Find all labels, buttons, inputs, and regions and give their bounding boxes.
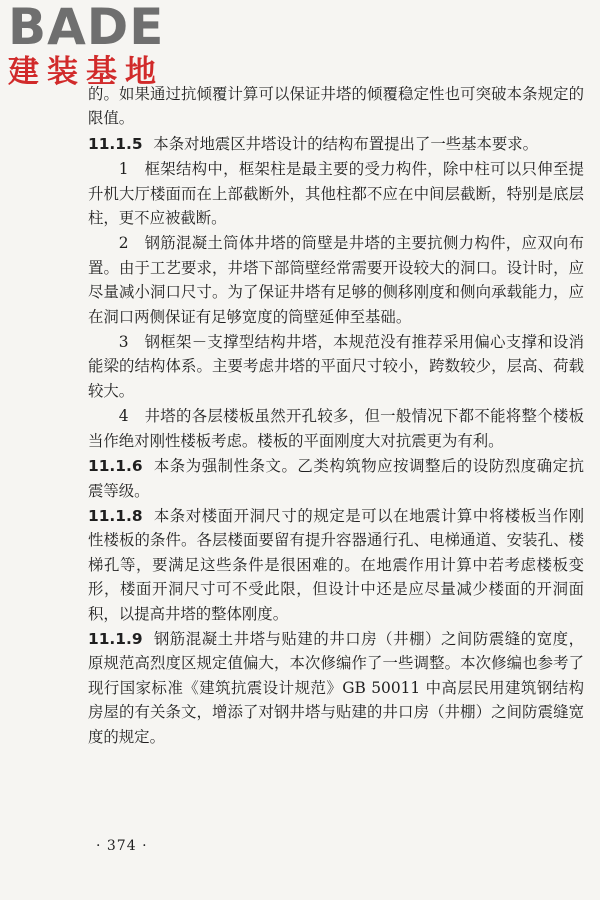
item-1 bbox=[88, 157, 584, 230]
paragraph-text: 的。如果通过抗倾覆计算可以保证井塔的倾覆稳定性也可突破本条规定的限值。 bbox=[88, 85, 584, 128]
paragraph-text: 本条对地震区井塔设计的结构布置提出了一些基本要求。 bbox=[153, 134, 539, 153]
paragraph-continuation bbox=[88, 82, 584, 131]
clause-number: 11.1.9 bbox=[88, 629, 143, 648]
paragraph-text: 本条为强制性条文。乙类构筑物应按调整后的设防烈度确定抗震等级。 bbox=[88, 457, 584, 500]
page-number: · 374 · bbox=[96, 838, 148, 854]
paragraph-text: 3 钢框架－支撑型结构井塔，本规范没有推荐采用偏心支撑和设消能梁的结构体系。主要考虑井塔的平面尺寸较小，跨数较少，层高、荷载较大。 bbox=[88, 333, 584, 400]
item-3 bbox=[88, 330, 584, 403]
clause-11-1-9 bbox=[88, 627, 584, 749]
item-2 bbox=[88, 231, 584, 329]
paragraph-text: 钢筋混凝土井塔与贴建的井口房（井棚）之间防震缝的宽度，原规范高烈度区规定值偏大，本次修编作了一些调整。本次修编也参考了现行国家标准《建筑抗震设计规范》GB 50011 中高层民用建筑钢结构房屋的有关条文，增添了对钢井塔与贴建的井口房（井棚）之间防震缝宽度的规定。 bbox=[88, 629, 584, 746]
clause-11-1-8 bbox=[88, 504, 584, 626]
paragraph-text: 4 井塔的各层楼板虽然开孔较多，但一般情况下都不能将整个楼板当作绝对刚性楼板考虑。楼板的平面刚度大对抗震更为有利。 bbox=[88, 407, 584, 450]
paragraph-text: 本条对楼面开洞尺寸的规定是可以在地震计算中将楼板当作刚性楼板的条件。各层楼面要留有提升容器通行孔、电梯通道、安装孔、楼梯孔等，要满足这些条件是很困难的。在地震作用计算中若考虑楼板变形，楼面开洞尺寸可不受此限，但设计中还是应尽量减少楼面的开洞面积，以提高井塔的整体刚度。 bbox=[88, 506, 584, 623]
clause-11-1-6 bbox=[88, 454, 584, 503]
logo-subtitle: 建装基地 bbox=[8, 54, 164, 90]
paragraph-text: 2 钢筋混凝土筒体井塔的筒壁是井塔的主要抗侧力构件，应双向布置。由于工艺要求，井塔下部筒壁经常需要开设较大的洞口。设计时，应尽量减小洞口尺寸。为了保证井塔有足够的侧移刚度和侧向承载能力，应在洞口两侧保证有足够宽度的筒壁延伸至基础。 bbox=[88, 234, 584, 326]
clause-11-1-5 bbox=[88, 132, 584, 156]
clause-number: 11.1.5 bbox=[88, 134, 143, 153]
clause-number: 11.1.6 bbox=[88, 457, 143, 476]
clause-number: 11.1.8 bbox=[88, 506, 143, 525]
paragraph-text: 1 框架结构中，框架柱是最主要的受力构件，除中柱可以只伸至提升机大厅楼面而在上部截断外，其他柱都不应在中间层截断，特别是底层柱，更不应被截断。 bbox=[88, 160, 584, 228]
item-4 bbox=[88, 404, 584, 453]
brand-logo bbox=[8, 2, 178, 90]
document-body bbox=[88, 82, 584, 750]
logo-wordmark: BADE bbox=[8, 0, 165, 56]
